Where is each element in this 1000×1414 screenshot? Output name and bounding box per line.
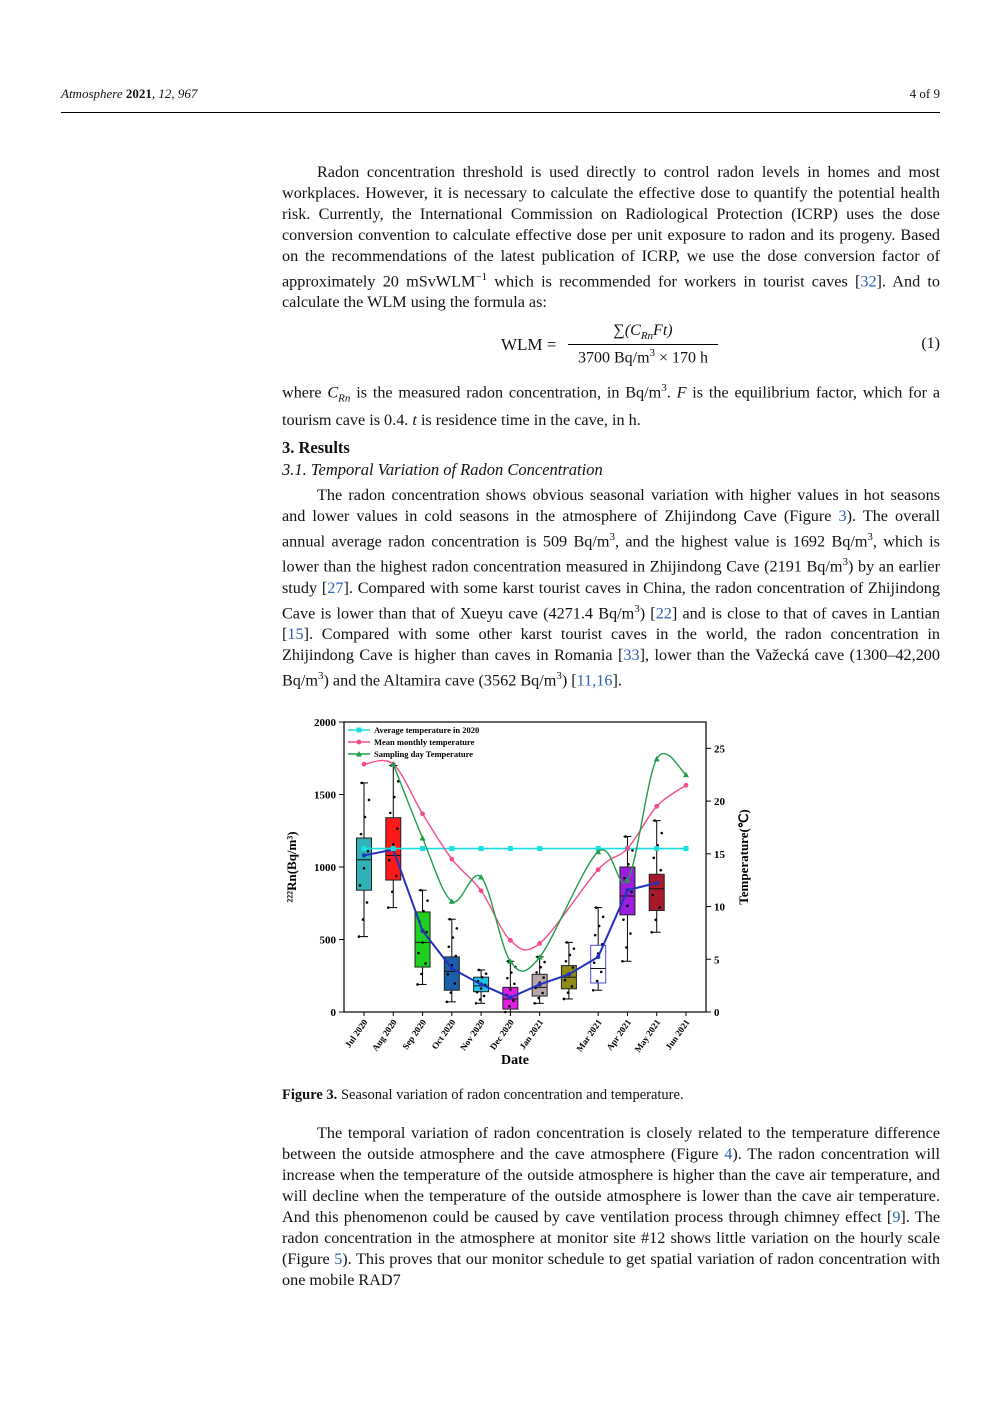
citation-link[interactable]: 15: [287, 625, 304, 644]
x-tick-label: Jan 2021: [517, 1017, 546, 1052]
sample-point: [446, 1001, 449, 1004]
sample-point: [448, 945, 451, 948]
sample-point: [535, 971, 538, 974]
sample-point: [396, 827, 399, 830]
radon-temperature-chart: [282, 712, 762, 1072]
sample-point: [573, 947, 576, 950]
figure-link[interactable]: 3: [838, 507, 847, 525]
sample-point: [566, 941, 569, 944]
sample-point: [513, 983, 516, 986]
mean-radon-point: [625, 888, 629, 892]
sample-point: [509, 988, 512, 991]
box-may-2021: [649, 874, 664, 910]
figure-link[interactable]: 4: [724, 1145, 733, 1163]
mean-radon-point: [655, 881, 659, 885]
series-marker-average-temperature-in-2020: [684, 846, 689, 851]
legend-label: Average temperature in 2020: [374, 725, 480, 735]
sample-point: [564, 979, 567, 982]
results-paragraph: The radon concentration shows obvious seasonal variation with higher values in hot seasons and lower values in cold seasons in the atmosphere of Zhijindong Cave (Figure 3). The overall annual average radon concentration is 509 $Bq/m^3$, and the highest value is 1692 $Bq/m^3$, which is lower than the highest radon concentration measured in Zhijindong Cave (2191 $Bq/m^3$) by an earlier study [27]. Compared with some karst tourist caves in China, the radon concentration of Zhijindong Cave is lower than that of Xueyu cave (4271.4 $Bq/m^3$) [22] and is close to that of caves in Lantian [15]. Compared with some other karst tourist caves in the world, the radon concentration in Zhijindong Cave is higher than caves in Romania [33], lower than the Važecká cave (1300–42,200 $Bq/m^3$) and the Altamira cave (3562 $Bq/m^3$) [11,16].: [282, 486, 940, 690]
sample-point: [480, 987, 483, 990]
citation-link[interactable]: 9: [892, 1208, 901, 1226]
sample-point: [596, 980, 599, 983]
sample-point: [417, 952, 420, 955]
sample-point: [594, 934, 597, 937]
sample-point: [367, 850, 370, 853]
sample-point: [542, 976, 545, 979]
series-marker-average-temperature-in-2020: [449, 846, 454, 851]
legend-label: Mean monthly temperature: [374, 737, 475, 747]
sample-point: [533, 1002, 536, 1005]
sample-point: [659, 869, 662, 872]
sample-point: [454, 982, 457, 985]
series-marker-mean-monthly-temperature: [654, 804, 659, 809]
sample-point: [387, 906, 390, 909]
sample-point: [598, 925, 601, 928]
equation-lhs: WLM =: [501, 335, 557, 354]
sample-point: [626, 905, 629, 908]
citation-link[interactable]: 22: [655, 604, 672, 623]
sample-point: [506, 977, 509, 980]
figure-link[interactable]: 5: [334, 1250, 343, 1268]
sample-point: [388, 859, 391, 862]
intro-paragraph: Radon concentration threshold is used directly to control radon levels in homes and most workplaces. However, it is necessary to calculate the effective dose to quantify the potential health risk. Currently, the International Commission on Radiological Protection (ICRP) uses the dose conversion convention to calculate effective dose per unit exposure to radon and its progeny. Based on the recommendations of the latest publication of ICRP, we use the dose conversion factor of approximately 20 mSvWLM$^{-1}$ which is recommended for workers in tourist caves [32]. And to calculate the WLM using the formula as:: [282, 163, 940, 312]
sample-point: [424, 962, 427, 965]
mean-radon-point: [567, 972, 571, 976]
right-tick-label: 25: [714, 743, 725, 756]
sample-point: [416, 983, 419, 986]
sample-point: [512, 999, 515, 1002]
sample-point: [572, 966, 575, 969]
sample-point: [358, 935, 361, 938]
box-jul-2020: [357, 838, 372, 890]
sample-point: [504, 1011, 507, 1014]
sample-point: [361, 782, 364, 785]
series-marker-mean-monthly-temperature: [684, 783, 689, 788]
sample-point: [421, 941, 424, 944]
journal-citation: Atmosphere 2021, 12, 967: [61, 86, 198, 101]
sample-point: [447, 973, 450, 976]
series-line-sampling-day-temperature: [393, 754, 686, 972]
right-tick-label: 0: [714, 1007, 720, 1019]
sample-point: [368, 799, 371, 802]
sample-point: [393, 796, 396, 799]
sample-point: [624, 835, 627, 838]
sample-point: [392, 843, 395, 846]
x-tick-label: Nov 2020: [458, 1017, 487, 1053]
series-marker-mean-monthly-temperature: [625, 846, 630, 851]
legend-marker-average-temperature-in-2020: [357, 728, 362, 733]
sample-point: [395, 875, 398, 878]
mean-radon-point: [537, 982, 541, 986]
sample-point: [571, 985, 574, 988]
y-axis-label-left: ²²²Rn(Bq/m³): [284, 831, 299, 903]
sample-point: [510, 971, 513, 974]
series-marker-average-temperature-in-2020: [391, 846, 396, 851]
sample-point: [479, 998, 482, 1001]
series-marker-mean-monthly-temperature: [420, 811, 425, 816]
series-marker-average-temperature-in-2020: [420, 846, 425, 851]
equation-denominator: 3700 $Bq/m^3 \times 170$ h: [577, 347, 709, 367]
header-divider: [61, 112, 940, 113]
series-marker-mean-monthly-temperature: [362, 762, 367, 767]
x-tick-label: Oct 2020: [429, 1017, 458, 1052]
sample-point: [631, 849, 634, 852]
sample-point: [476, 991, 479, 994]
sample-point: [483, 995, 486, 998]
left-tick-label: 1500: [314, 789, 336, 802]
sample-point: [478, 969, 481, 972]
legend-marker-mean-monthly-temperature: [357, 740, 362, 745]
x-tick-label: May 2021: [632, 1017, 663, 1055]
sample-point: [391, 891, 394, 894]
box-sep-2020: [415, 912, 430, 967]
mean-radon-point: [508, 995, 512, 999]
box-mar-2021: [591, 945, 606, 983]
sample-point: [593, 961, 596, 964]
sample-point: [602, 915, 605, 918]
sample-point: [450, 991, 453, 994]
figure-caption: Figure 3. Seasonal variation of radon concentration and temperature.: [282, 1087, 684, 1103]
sample-point: [426, 899, 429, 902]
sample-point: [541, 992, 544, 995]
sample-point: [623, 877, 626, 880]
sample-point: [592, 989, 595, 992]
sample-point: [419, 889, 422, 892]
sample-point: [539, 966, 542, 969]
series-marker-mean-monthly-temperature: [508, 938, 513, 943]
x-axis-label: Date: [501, 1053, 529, 1068]
sample-point: [653, 819, 656, 822]
sample-point: [567, 991, 570, 994]
series-marker-mean-monthly-temperature: [449, 857, 454, 862]
right-tick-label: 15: [714, 848, 725, 861]
sample-point: [563, 998, 566, 1001]
sample-point: [455, 955, 458, 958]
sample-point: [360, 833, 363, 836]
sample-point: [622, 918, 625, 921]
y-axis-label-right: Temperature(℃): [736, 809, 751, 905]
sample-point: [600, 971, 603, 974]
sample-point: [452, 936, 455, 939]
equation-fraction: [568, 322, 718, 368]
sample-point: [485, 972, 488, 975]
series-marker-average-temperature-in-2020: [537, 846, 542, 851]
sample-point: [362, 918, 365, 921]
sample-point: [364, 816, 367, 819]
sample-point: [422, 910, 425, 913]
where-paragraph: where $C_{Rn}$ is the measured radon concentration, in $Bq/m^3$. F is the equilibrium factor, which for a tourism cave is 0.4. t is residence time in the cave, in h.: [282, 382, 941, 429]
series-marker-average-temperature-in-2020: [654, 846, 659, 851]
x-tick-label: Aug 2020: [369, 1017, 399, 1053]
sample-point: [425, 931, 428, 934]
left-tick-label: 2000: [314, 717, 336, 729]
left-tick-label: 500: [319, 934, 336, 947]
x-tick-label: Sep 2020: [400, 1017, 429, 1052]
sample-point: [449, 918, 452, 921]
sample-point: [654, 919, 657, 922]
series-marker-sampling-day-temperature: [478, 874, 484, 880]
sample-point: [475, 1002, 478, 1005]
closing-paragraph: The temporal variation of radon concentration is closely related to the temperature difference between the outside atmosphere and the cave atmosphere (Figure 4). The radon concentration will increase when the temperature of the outside atmosphere is higher than the cave air temperature, and will decline when the temperature of the outside atmosphere is lower than the cave air temperature. And this phenomenon could be caused by cave ventilation process through chimney effect [9]. The radon concentration in the atmosphere at monitor site #12 shows little variation on the hourly scale (Figure 5). This proves that our monitor schedule to get spatial variation of radon concentration with one mobile RAD7: [282, 1124, 941, 1289]
sample-point: [420, 973, 423, 976]
series-marker-average-temperature-in-2020: [479, 846, 484, 851]
sample-point: [595, 906, 598, 909]
equation-number: (1): [921, 335, 940, 352]
series-line-mean-monthly-temperature: [364, 761, 686, 950]
right-tick-label: 20: [714, 796, 725, 809]
sample-point: [565, 960, 568, 963]
sample-point: [481, 976, 484, 979]
sample-point: [543, 961, 546, 964]
sample-point: [625, 946, 628, 949]
page-number: 4 of 9: [909, 86, 940, 101]
citation-link[interactable]: 33: [623, 646, 640, 665]
sample-point: [660, 832, 663, 835]
mean-radon-point: [596, 955, 600, 959]
mean-radon-point: [479, 982, 483, 986]
sample-point: [621, 960, 624, 963]
sample-point: [508, 1005, 511, 1008]
sample-point: [627, 863, 630, 866]
series-marker-mean-monthly-temperature: [479, 888, 484, 893]
series-marker-sampling-day-temperature: [420, 835, 426, 841]
mean-radon-point: [450, 966, 454, 970]
sample-point: [359, 884, 362, 887]
right-tick-label: 5: [714, 954, 720, 967]
section-heading: 3. Results: [282, 438, 350, 457]
equation-1: [282, 322, 940, 370]
x-tick-label: Jun 2021: [663, 1017, 692, 1052]
x-tick-label: Apr 2021: [604, 1017, 634, 1053]
right-tick-label: 10: [714, 901, 725, 914]
sample-point: [652, 857, 655, 860]
sample-point: [650, 931, 653, 934]
citation-link[interactable]: 11,16: [576, 671, 613, 690]
sample-point: [658, 906, 661, 909]
x-tick-label: Dec 2020: [487, 1017, 517, 1052]
equation-numerator: $\sum(C_{Rn}Ft)$: [568, 322, 718, 345]
sample-point: [569, 954, 572, 957]
running-header: [61, 86, 940, 106]
sample-point: [629, 932, 632, 935]
citation-link[interactable]: 27: [327, 578, 344, 597]
sample-point: [389, 812, 392, 815]
mean-radon-point: [420, 929, 424, 933]
subsection-heading: 3.1. Temporal Variation of Radon Concentration: [282, 460, 603, 479]
series-marker-mean-monthly-temperature: [596, 867, 601, 872]
mean-radon-point: [362, 853, 366, 857]
sample-point: [366, 901, 369, 904]
x-tick-label: Mar 2021: [574, 1017, 604, 1054]
citation-link[interactable]: 32: [860, 272, 877, 291]
sample-point: [537, 997, 540, 1000]
figure-3: [282, 712, 762, 1072]
x-tick-label: Jul 2020: [342, 1017, 370, 1050]
sample-point: [456, 927, 459, 930]
series-marker-mean-monthly-temperature: [537, 941, 542, 946]
series-marker-average-temperature-in-2020: [508, 846, 513, 851]
left-tick-label: 0: [330, 1007, 336, 1019]
legend-label: Sampling day Temperature: [374, 749, 474, 759]
series-marker-average-temperature-in-2020: [362, 846, 367, 851]
left-tick-label: 1000: [314, 862, 336, 874]
sample-point: [630, 891, 633, 894]
sample-point: [651, 894, 654, 897]
sample-point: [363, 867, 366, 870]
